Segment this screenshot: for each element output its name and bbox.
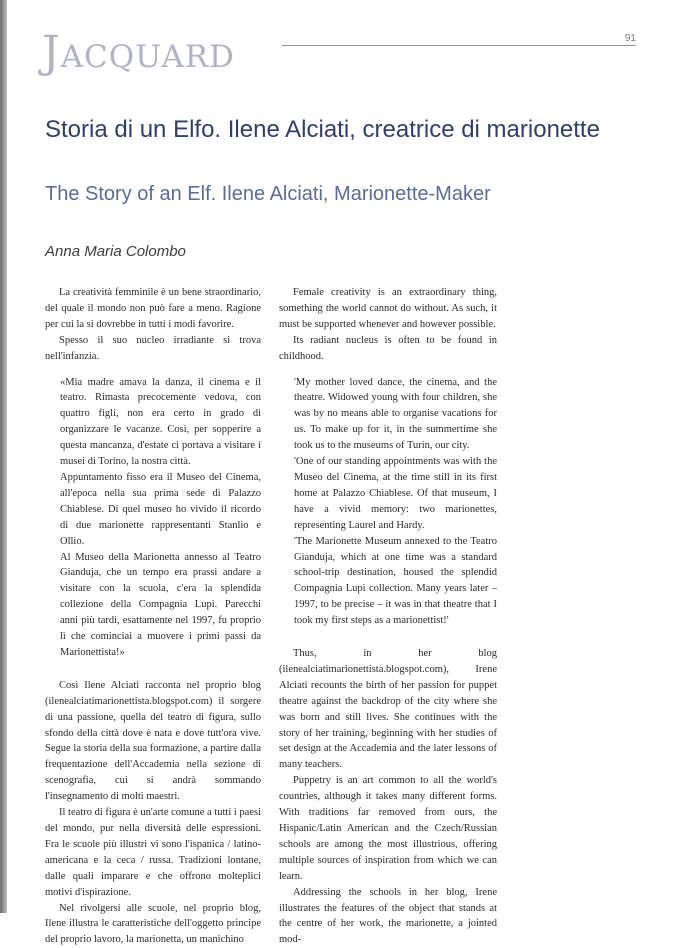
block-quote <box>294 375 497 630</box>
magazine-title: Jacquard <box>42 27 235 78</box>
page-edge-bar <box>0 0 7 913</box>
paragraph: Così Ilene Alciati racconta nel proprio blog (ilenealciatimarionettista.blogspot.com) il sorgere di una passione, quella del teatro di figura, sullo sfondo della città dove è nata e dove tutt'ora vive. Segue la storia della sua formazione, a partire dalla frequentazione dell'Accademia nella sezione di scenografia, cui si andrà sommando l'insegnamento di molti maestri. <box>45 679 261 803</box>
paragraph: Il teatro di figura è un'arte comune a tutti i paesi del mondo, pur nella diversità delle espressioni. Fra le scuole più illustri vi sono l'ispanica / latino-americana e la ceca / russa. Tradizioni lontane, dalle quali imparare e che offrono molteplici motivi d'ispirazione. <box>45 807 261 898</box>
page-number: 91 <box>624 33 636 44</box>
english-column <box>279 285 497 948</box>
paragraph: Its radiant nucleus is often to be found in childhood. <box>279 334 497 362</box>
quote-paragraph: 'The Marionette Museum annexed to the Teatro Gianduja, which at one time was a standard school-trip destination, housed the splendid Compagnia Lupi collection. Many years later – 1997, to be precise – it was in that theatre that I took my first steps as a marionettist!' <box>294 535 497 627</box>
article-author: Anna Maria Colombo <box>45 243 186 260</box>
quote-paragraph: 'One of our standing appointments was with the Museo del Cinema, at the time still in its first home at Palazzo Chiablese. Of that museum, I have a vivid memory: two marionettes, representing Laurel and Hardy. <box>294 456 497 531</box>
paragraph: Spesso il suo nucleo irradiante si trova nell'infanzia. <box>45 334 261 362</box>
paragraph: Puppetry is an art common to all the world's countries, although it takes many different forms. With traditions far removed from ours, the Hispanic/Latin American and the Czech/Russian schools are among the most illustrious, offering multiple sources of inspiration from which we can learn. <box>279 775 497 882</box>
paragraph: Nel rivolgersi alle scuole, nel proprio blog, Ilene illustra le caratteristiche dell'oggetto principe del proprio lavoro, la marionetta, un manichino <box>45 902 261 946</box>
paragraph: La creatività femminile è un bene straordinario, del quale il mondo non può fare a meno. Ragione per cui la si dovrebbe in tutti i modi favorire. <box>45 287 261 330</box>
italian-column <box>45 285 261 948</box>
quote-paragraph: 'My mother loved dance, the cinema, and the theatre. Widowed young with four children, she was by no means able to organise vacations for us. To make up for it, in the summertime she took us to the museums of Turin, our city. <box>294 376 497 452</box>
header-rule <box>282 45 636 46</box>
article-title-english: The Story of an Elf. Ilene Alciati, Marionette-Maker <box>45 183 491 205</box>
paragraph: Female creativity is an extraordinary thing, something the world cannot do without. As such, it must be supported whenever and however possible. <box>279 287 497 330</box>
paragraph: Addressing the schools in her blog, Irene illustrates the features of the object that stands at the centre of her work, the marionette, a jointed mod- <box>279 886 497 946</box>
quote-paragraph: «Mia madre amava la danza, il cinema e il teatro. Rimasta precocemente vedova, con quattro figli, non era certo in grado di organizzare le vacanze. Così, per sopperire a questa mancanza, d'estate ci portava a visitare i musei di Torino, la nostra città. <box>60 376 261 468</box>
quote-paragraph: Appuntamento fisso era il Museo del Cinema, all'epoca nella sua prima sede di Palazzo Chiablese. Di quel museo ho vivido il ricordo di due marionette rappresentanti Stanlio e Ollio. <box>60 471 261 547</box>
quote-paragraph: Al Museo della Marionetta annesso al Teatro Gianduja, che un tempo era prassi andare a visitare con la scuola, c'era la splendida collezione della Compagnia Lupi. Parecchi anni più tardi, esattamente nel 1997, fu proprio lì che cominciai a muovere i primi passi da Marionettista!» <box>60 551 261 658</box>
block-quote <box>60 375 261 661</box>
paragraph: Thus, in her blog (ilenealciatimarionettista.blogspot.com), Irene Alciati recounts the birth of her passion for puppet theatre against the backdrop of the city where she was born and still lives. She continues with the story of her training, beginning with her studies of set design at the Accademia and the later lessons of many teachers. <box>279 648 497 771</box>
article-title-italian: Storia di un Elfo. Ilene Alciati, creatrice di marionette <box>45 116 600 143</box>
